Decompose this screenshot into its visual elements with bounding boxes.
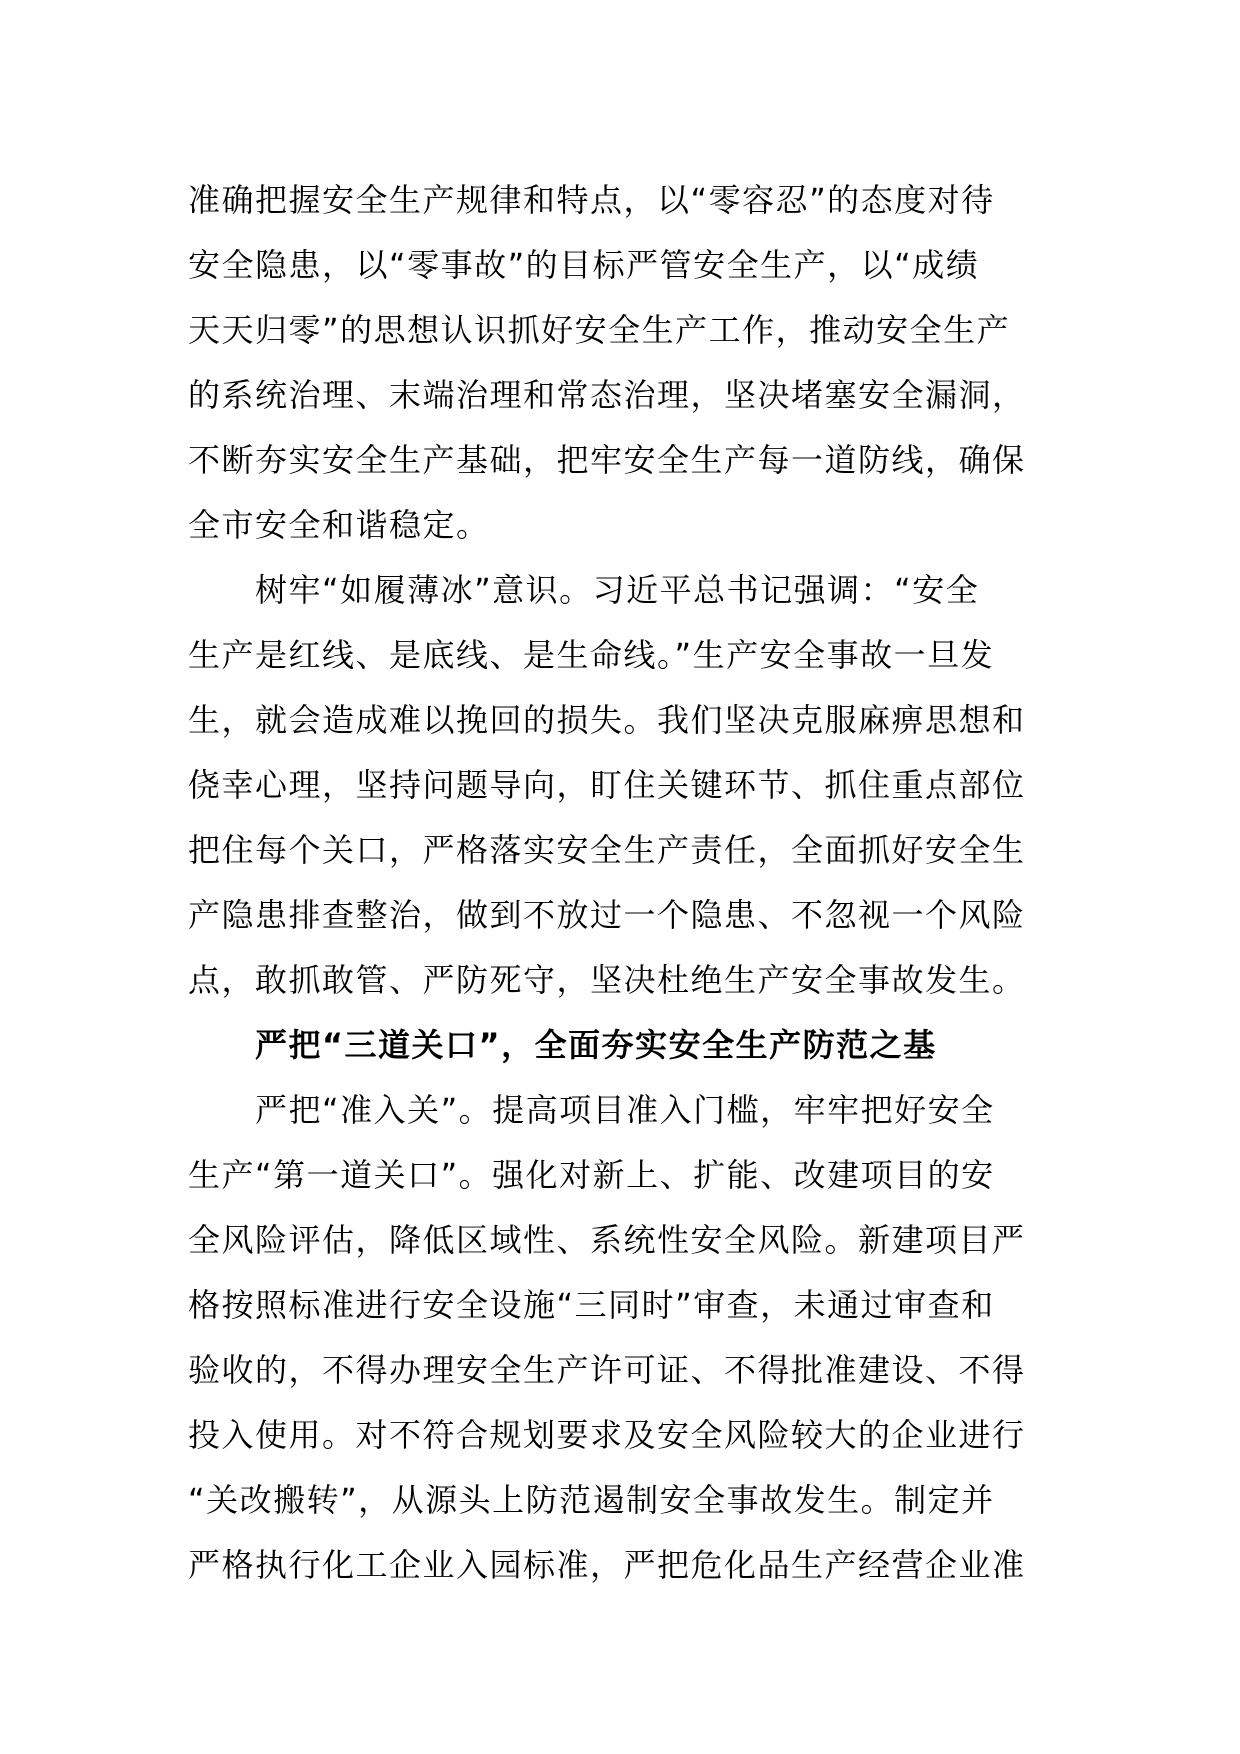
paragraph-line: 投入使用。对不符合规划要求及安全风险较大的企业进行 — [188, 1416, 1026, 1454]
paragraph-line: 生产“第一道关口”。强化对新上、扩能、改建项目的安 — [188, 1156, 995, 1194]
section-heading: 严把“三道关口”，全面夯实安全生产防范之基 — [255, 1026, 937, 1064]
document-body — [188, 168, 1058, 1598]
paragraph-line: 全市安全和谐稳定。 — [188, 506, 490, 544]
paragraph-line: 产隐患排查整治，做到不放过一个隐患、不忽视一个风险 — [188, 896, 1026, 934]
paragraph-line: 的系统治理、末端治理和常态治理，坚决堵塞安全漏洞， — [188, 376, 1026, 414]
paragraph-line: 把住每个关口，严格落实安全生产责任，全面抓好安全生 — [188, 831, 1026, 869]
paragraph-line: 验收的，不得办理安全生产许可证、不得批准建设、不得 — [188, 1351, 1026, 1389]
paragraph-first-line: 树牢“如履薄冰”意识。习近平总书记强调：“安全 — [255, 571, 980, 609]
paragraph-line: 生产是红线、是底线、是生命线。”生产安全事故一旦发 — [188, 636, 995, 674]
paragraph-line: 全风险评估，降低区域性、系统性安全风险。新建项目严 — [188, 1221, 1026, 1259]
paragraph-line: “关改搬转”，从源头上防范遏制安全事故发生。制定并 — [188, 1481, 995, 1519]
paragraph-line: 严格执行化工企业入园标准，严把危化品生产经营企业准 — [188, 1546, 1026, 1584]
paragraph-line: 格按照标准进行安全设施“三同时”审查，未通过审查和 — [188, 1286, 995, 1324]
paragraph-line: 生，就会造成难以挽回的损失。我们坚决克服麻痹思想和 — [188, 701, 1026, 739]
paragraph-line: 准确把握安全生产规律和特点，以“零容忍”的态度对待 — [188, 181, 995, 219]
paragraph-first-line: 严把“准入关”。提高项目准入门槛，牢牢把好安全 — [255, 1091, 995, 1129]
paragraph-line: 不断夯实安全生产基础，把牢安全生产每一道防线，确保 — [188, 441, 1026, 479]
paragraph-line: 点，敢抓敢管、严防死守，坚决杜绝生产安全事故发生。 — [188, 961, 1026, 999]
paragraph-line: 侥幸心理，坚持问题导向，盯住关键环节、抓住重点部位 — [188, 766, 1026, 804]
paragraph-line: 天天归零”的思想认识抓好安全生产工作，推动安全生产 — [188, 311, 1011, 349]
paragraph-line: 安全隐患，以“零事故”的目标严管安全生产，以“成绩 — [188, 246, 980, 284]
